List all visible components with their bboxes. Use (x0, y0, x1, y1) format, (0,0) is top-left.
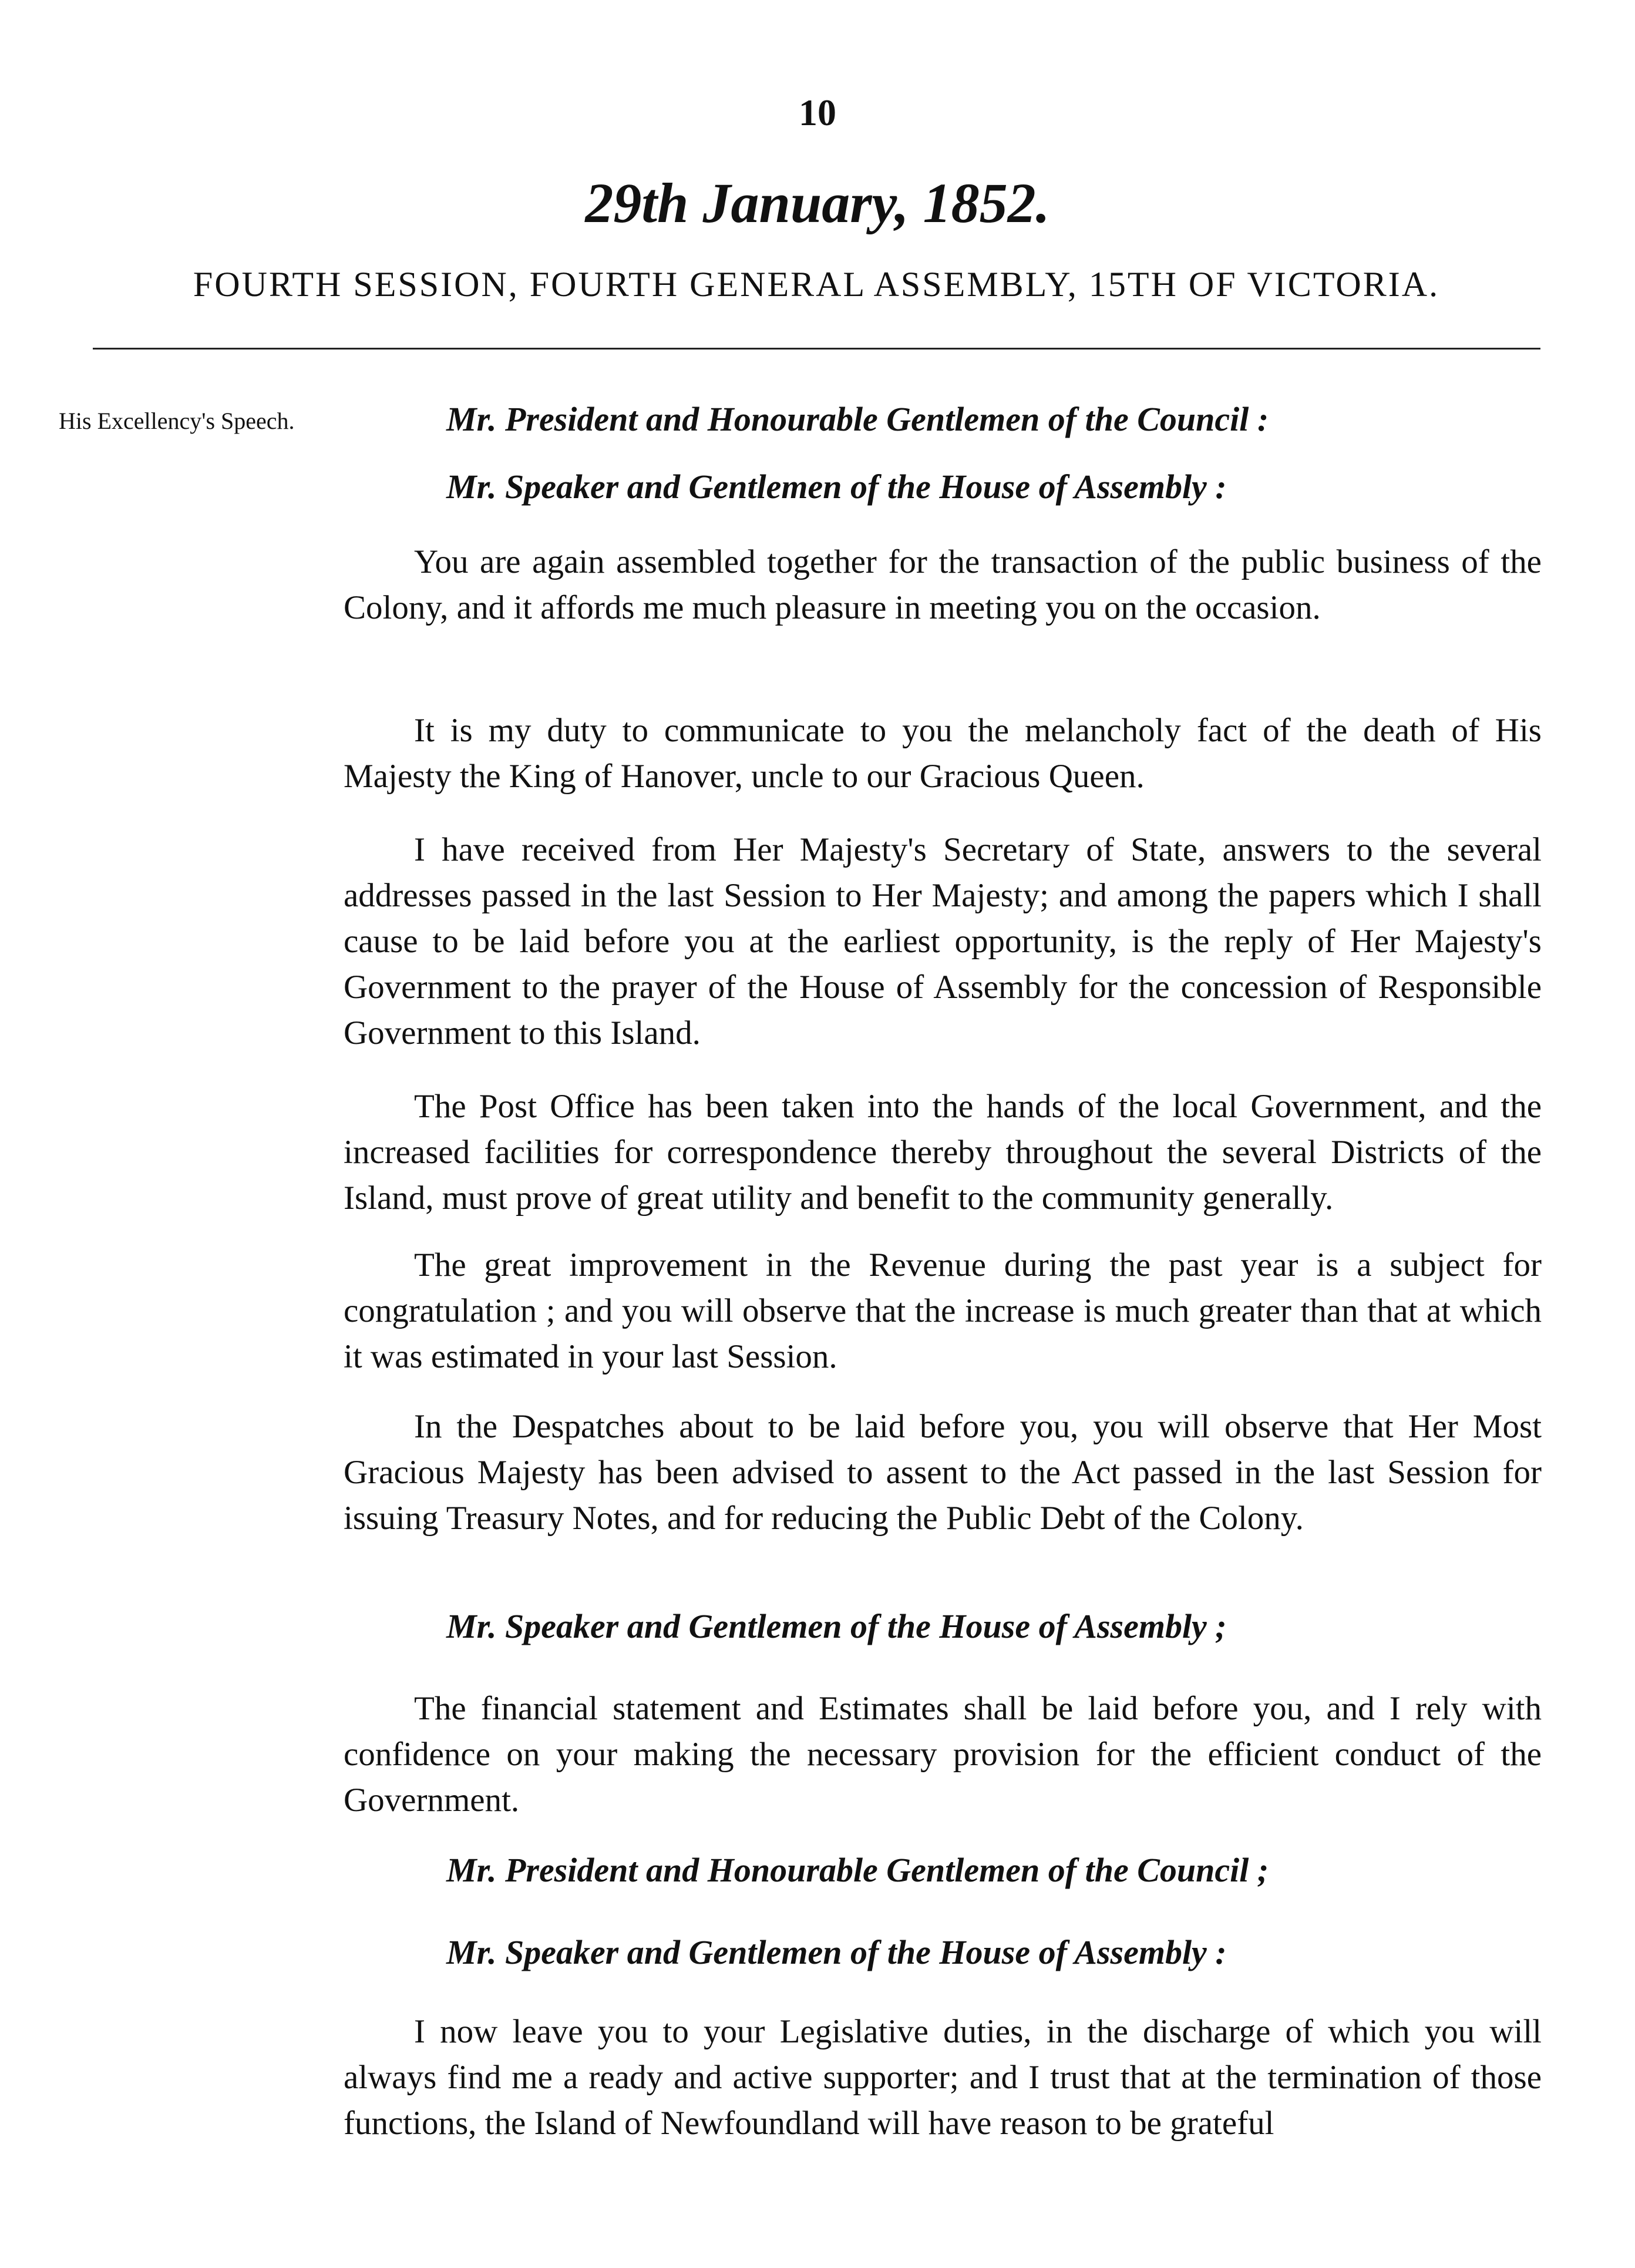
paragraph-despatches: In the Despatches about to be laid before you, you will observe that Her Most Gracious Majesty has been advised to assent to the Act passed in the last Session for issuing Treasury Notes, and for reducing the Public Debt of the Colony. (344, 1408, 1542, 1537)
paragraph-closing: I now leave you to your Legislative duties, in the discharge of which you will always find me a ready and active supporter; and I trust that at the termination of those functions, the Island of Newfoundland will have reason to be grateful (344, 2013, 1542, 2142)
salutation-assembly-2: Mr. Speaker and Gentlemen of the House of Assembly ; (446, 1607, 1227, 1645)
salutation-assembly-3: Mr. Speaker and Gentlemen of the House of Assembly : (446, 1933, 1227, 1971)
page-number: 10 (799, 92, 836, 133)
paragraph-post-office: The Post Office has been taken into the hands of the local Government, and the increased facilities for correspondence thereby throughout the several Districts of the Island, must prove of great utility and benefit to the community generally. (344, 1088, 1542, 1217)
paragraph-addresses: I have received from Her Majesty's Secretary of State, answers to the several addresses passed in the last Session to Her Majesty; and among the papers which I shall cause to be laid before you at the earliest opportunity, is the reply of Her Majesty's Government to the prayer of the House of Assembly for the concession of Responsible Government to this Island. (344, 831, 1542, 1051)
header-rule (93, 348, 1540, 350)
date-title: 29th January, 1852. (585, 172, 1050, 234)
margin-note: His Excellency's Speech. (59, 408, 295, 434)
paragraph-revenue: The great improvement in the Revenue during the past year is a subject for congratulation ; and you will observe that the increase is much greater than that at which it was estimated in your last Session. (344, 1246, 1542, 1375)
paragraph-opening: You are again assembled together for the transaction of the public business of the Colony, and it affords me much pleasure in meeting you on the occasion. (344, 543, 1542, 626)
paragraph-estimates: The financial statement and Estimates shall be laid before you, and I rely with confidence on your making the necessary provision for the efficient conduct of the Government. (344, 1690, 1542, 1819)
salutation-council: Mr. President and Honourable Gentlemen of the Council : (446, 400, 1269, 438)
salutation-council-2: Mr. President and Honourable Gentlemen of the Council ; (446, 1851, 1269, 1889)
session-title: FOURTH SESSION, FOURTH GENERAL ASSEMBLY, 15TH OF VICTORIA. (193, 265, 1440, 304)
salutation-assembly: Mr. Speaker and Gentlemen of the House of Assembly : (446, 468, 1227, 506)
paragraph-death-notice: It is my duty to communicate to you the melancholy fact of the death of His Majesty the King of Hanover, uncle to our Gracious Queen. (344, 712, 1542, 795)
